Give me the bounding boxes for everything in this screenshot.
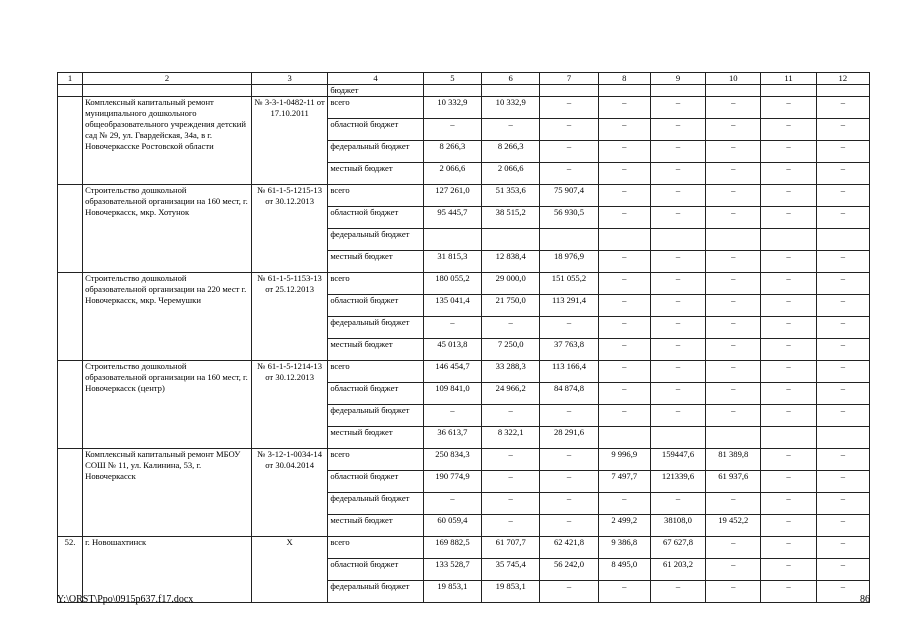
value-cell: – (423, 119, 481, 141)
value-cell: 81 389,8 (706, 449, 761, 471)
value-cell: – (706, 537, 761, 559)
row-number (58, 273, 83, 361)
object-name: Комплексный капитальный ремонт муниципального дошкольного общеобразовательного учреждения детский сад № 29, ул. Гвардейская, 34а, в г. Новочеркасске Ростовской области (83, 97, 252, 185)
value-cell: 21 750,0 (482, 295, 540, 317)
value-cell: 9 386,8 (598, 537, 650, 559)
value-cell: – (761, 251, 816, 273)
row-number (58, 185, 83, 273)
value-cell: 84 874,8 (540, 383, 598, 405)
value-cell: – (650, 361, 705, 383)
value-cell: 8 266,3 (423, 141, 481, 163)
value-cell: – (598, 119, 650, 141)
value-cell: – (482, 515, 540, 537)
value-cell: 250 834,3 (423, 449, 481, 471)
value-cell: – (650, 207, 705, 229)
value-cell: 180 055,2 (423, 273, 481, 295)
source-cell: местный бюджет (328, 515, 423, 537)
value-cell: 45 013,8 (423, 339, 481, 361)
value-cell: 36 613,7 (423, 427, 481, 449)
value-cell: 121339,6 (650, 471, 705, 493)
header-cell: 10 (706, 73, 761, 85)
value-cell: – (482, 493, 540, 515)
value-cell (650, 229, 705, 251)
value-cell: – (706, 383, 761, 405)
value-cell: 10 332,9 (482, 97, 540, 119)
value-cell: – (706, 317, 761, 339)
value-cell: 146 454,7 (423, 361, 481, 383)
source-cell: федеральный бюджет (328, 493, 423, 515)
value-cell: – (816, 163, 869, 185)
value-cell: – (598, 405, 650, 427)
header-cell: 1 (58, 73, 83, 85)
value-cell: – (761, 449, 816, 471)
value-cell (540, 229, 598, 251)
source-cell: местный бюджет (328, 427, 423, 449)
value-cell: 2 066,6 (423, 163, 481, 185)
source-cell: федеральный бюджет (328, 229, 423, 251)
value-cell: 151 055,2 (540, 273, 598, 295)
value-cell: 28 291,6 (540, 427, 598, 449)
value-cell: – (706, 405, 761, 427)
table-body (58, 73, 870, 603)
value-cell (598, 427, 650, 449)
value-cell: 38 515,2 (482, 207, 540, 229)
source-cell: местный бюджет (328, 163, 423, 185)
value-cell: – (816, 251, 869, 273)
table-row (58, 273, 870, 295)
value-cell: – (650, 273, 705, 295)
source-cell: федеральный бюджет (328, 581, 423, 603)
source-cell: областной бюджет (328, 295, 423, 317)
value-cell: – (540, 97, 598, 119)
value-cell: – (598, 207, 650, 229)
doc-number: Х (251, 537, 327, 603)
value-cell: – (706, 119, 761, 141)
value-cell: – (761, 361, 816, 383)
value-cell: – (650, 141, 705, 163)
value-cell: – (650, 163, 705, 185)
value-cell: – (761, 185, 816, 207)
value-cell: 19 853,1 (423, 581, 481, 603)
value-cell: – (706, 339, 761, 361)
header-cell: 6 (482, 73, 540, 85)
value-cell: 159447,6 (650, 449, 705, 471)
value-cell: 38108,0 (650, 515, 705, 537)
value-cell (816, 427, 869, 449)
value-cell: – (761, 559, 816, 581)
value-cell: – (650, 581, 705, 603)
value-cell: 109 841,0 (423, 383, 481, 405)
value-cell: – (598, 141, 650, 163)
header-cell: 7 (540, 73, 598, 85)
value-cell: – (761, 581, 816, 603)
value-cell: – (540, 163, 598, 185)
value-cell: – (598, 317, 650, 339)
source-cell: федеральный бюджет (328, 141, 423, 163)
object-name: Строительство дошкольной образовательной организации на 160 мест, г. Новочеркасск, мкр. Хотунок (83, 185, 252, 273)
value-cell: 24 966,2 (482, 383, 540, 405)
value-cell: – (816, 273, 869, 295)
source-cell: всего (328, 537, 423, 559)
table-row (58, 185, 870, 207)
file-path: Y:\ORST\Ppo\0915p637.f17.docx (57, 594, 194, 605)
value-cell: 8 266,3 (482, 141, 540, 163)
value-cell: – (650, 317, 705, 339)
value-cell: 19 853,1 (482, 581, 540, 603)
value-cell: – (816, 559, 869, 581)
value-cell: – (482, 317, 540, 339)
doc-number: № 3-12-1-0034-14 от 30.04.2014 (251, 449, 327, 537)
value-cell: – (598, 361, 650, 383)
value-cell (598, 229, 650, 251)
table-row (58, 97, 870, 119)
value-cell: – (482, 471, 540, 493)
value-cell: – (540, 581, 598, 603)
value-cell: 29 000,0 (482, 273, 540, 295)
value-cell: – (816, 537, 869, 559)
value-cell: – (761, 339, 816, 361)
source-cell: местный бюджет (328, 251, 423, 273)
value-cell: – (761, 119, 816, 141)
value-cell: – (761, 207, 816, 229)
table-row (58, 361, 870, 383)
header-cell: 8 (598, 73, 650, 85)
row-number (58, 361, 83, 449)
value-cell: – (650, 185, 705, 207)
value-cell: – (816, 141, 869, 163)
header-row (58, 73, 870, 85)
value-cell: – (423, 317, 481, 339)
continuation-row (58, 85, 870, 97)
value-cell: – (540, 405, 598, 427)
value-cell: – (816, 185, 869, 207)
value-cell: – (761, 295, 816, 317)
header-cell: 2 (83, 73, 252, 85)
value-cell: – (650, 383, 705, 405)
value-cell: – (761, 515, 816, 537)
value-cell: 8 495,0 (598, 559, 650, 581)
value-cell: 33 288,3 (482, 361, 540, 383)
value-cell: 113 166,4 (540, 361, 598, 383)
value-cell: – (598, 493, 650, 515)
value-cell: – (761, 471, 816, 493)
value-cell (706, 229, 761, 251)
value-cell: 67 627,8 (650, 537, 705, 559)
value-cell: – (816, 317, 869, 339)
page-number: 86 (860, 594, 870, 605)
source-cell: федеральный бюджет (328, 317, 423, 339)
object-name: Строительство дошкольной образовательной организации на 160 мест, г. Новочеркасск (центр) (83, 361, 252, 449)
source-cell: всего (328, 361, 423, 383)
doc-number: № 61-1-5-1214-13 от 30.12.2013 (251, 361, 327, 449)
value-cell: – (761, 163, 816, 185)
value-cell: 190 774,9 (423, 471, 481, 493)
value-cell: 19 452,2 (706, 515, 761, 537)
value-cell: 35 745,4 (482, 559, 540, 581)
value-cell: – (650, 405, 705, 427)
value-cell: 18 976,9 (540, 251, 598, 273)
doc-number: № 61-1-5-1153-13 от 25.12.2013 (251, 273, 327, 361)
value-cell: – (598, 581, 650, 603)
value-cell: 37 763,8 (540, 339, 598, 361)
value-cell: 169 882,5 (423, 537, 481, 559)
doc-number: № 61-1-5-1215-13 от 30.12.2013 (251, 185, 327, 273)
row-number (58, 97, 83, 185)
value-cell: – (816, 295, 869, 317)
value-cell (761, 229, 816, 251)
object-name: Комплексный капитальный ремонт МБОУ СОШ № 11, ул. Калинина, 53, г. Новочеркасск (83, 449, 252, 537)
value-cell: – (650, 119, 705, 141)
value-cell: – (598, 295, 650, 317)
value-cell: – (540, 141, 598, 163)
value-cell: – (706, 581, 761, 603)
value-cell (482, 229, 540, 251)
value-cell: – (761, 273, 816, 295)
source-cell: федеральный бюджет (328, 405, 423, 427)
value-cell: – (816, 493, 869, 515)
header-cell: 5 (423, 73, 481, 85)
value-cell: 60 059,4 (423, 515, 481, 537)
value-cell: – (706, 207, 761, 229)
value-cell: – (706, 273, 761, 295)
row-number: 52. (58, 537, 83, 603)
value-cell: – (816, 449, 869, 471)
value-cell: – (423, 493, 481, 515)
table-row (58, 537, 870, 559)
value-cell: – (816, 383, 869, 405)
value-cell: – (540, 471, 598, 493)
header-cell: 3 (251, 73, 327, 85)
value-cell: – (598, 251, 650, 273)
value-cell: – (816, 97, 869, 119)
value-cell: – (598, 339, 650, 361)
value-cell: 75 907,4 (540, 185, 598, 207)
value-cell: – (706, 251, 761, 273)
value-cell: – (482, 405, 540, 427)
value-cell: 62 421,8 (540, 537, 598, 559)
value-cell: 61 707,7 (482, 537, 540, 559)
value-cell: – (540, 493, 598, 515)
value-cell: – (816, 119, 869, 141)
value-cell: 7 250,0 (482, 339, 540, 361)
value-cell: – (816, 405, 869, 427)
value-cell: – (650, 339, 705, 361)
value-cell: 51 353,6 (482, 185, 540, 207)
value-cell: – (482, 449, 540, 471)
doc-number: № 3-3-1-0482-11 от 17.10.2011 (251, 97, 327, 185)
value-cell: 113 291,4 (540, 295, 598, 317)
value-cell: – (650, 295, 705, 317)
value-cell: – (540, 119, 598, 141)
value-cell: – (706, 97, 761, 119)
value-cell: – (816, 361, 869, 383)
value-cell: 12 838,4 (482, 251, 540, 273)
header-cell: 11 (761, 73, 816, 85)
object-name: Строительство дошкольной образовательной организации на 220 мест г. Новочеркасск, мкр. Черемушки (83, 273, 252, 361)
budget-table (57, 72, 870, 603)
value-cell: – (816, 515, 869, 537)
table-row (58, 449, 870, 471)
value-cell: 2 499,2 (598, 515, 650, 537)
value-cell: – (761, 405, 816, 427)
value-cell (816, 229, 869, 251)
source-cell: областной бюджет (328, 383, 423, 405)
value-cell (650, 427, 705, 449)
value-cell: – (540, 317, 598, 339)
source-cell: областной бюджет (328, 559, 423, 581)
source-cell: всего (328, 185, 423, 207)
value-cell: – (706, 295, 761, 317)
value-cell: – (816, 207, 869, 229)
value-cell: – (650, 97, 705, 119)
value-cell: – (598, 383, 650, 405)
value-cell: – (540, 449, 598, 471)
source-cell: местный бюджет (328, 339, 423, 361)
value-cell (423, 229, 481, 251)
object-name: г. Новошахтинск (83, 537, 252, 603)
value-cell: – (423, 405, 481, 427)
value-cell: – (706, 361, 761, 383)
value-cell: – (761, 97, 816, 119)
value-cell: – (816, 471, 869, 493)
value-cell: – (761, 537, 816, 559)
value-cell (761, 427, 816, 449)
value-cell: – (761, 383, 816, 405)
value-cell: 61 203,2 (650, 559, 705, 581)
value-cell: – (706, 493, 761, 515)
value-cell: 8 322,1 (482, 427, 540, 449)
header-cell: 12 (816, 73, 869, 85)
header-cell: 9 (650, 73, 705, 85)
value-cell: 10 332,9 (423, 97, 481, 119)
value-cell: 7 497,7 (598, 471, 650, 493)
value-cell: 61 937,6 (706, 471, 761, 493)
value-cell: – (598, 185, 650, 207)
value-cell: – (598, 97, 650, 119)
value-cell: 135 041,4 (423, 295, 481, 317)
source-cell: всего (328, 273, 423, 295)
value-cell: – (706, 163, 761, 185)
value-cell: 127 261,0 (423, 185, 481, 207)
value-cell: – (706, 185, 761, 207)
header-cell: 4 (328, 73, 423, 85)
value-cell: – (761, 493, 816, 515)
value-cell: 95 445,7 (423, 207, 481, 229)
value-cell (706, 427, 761, 449)
value-cell: – (706, 141, 761, 163)
source-cell: всего (328, 97, 423, 119)
value-cell: – (540, 515, 598, 537)
value-cell: – (598, 273, 650, 295)
value-cell: – (650, 251, 705, 273)
value-cell: 2 066,6 (482, 163, 540, 185)
value-cell: – (650, 493, 705, 515)
value-cell: 133 528,7 (423, 559, 481, 581)
value-cell: – (816, 581, 869, 603)
value-cell: 31 815,3 (423, 251, 481, 273)
value-cell: – (482, 119, 540, 141)
value-cell: – (706, 559, 761, 581)
value-cell: 9 996,9 (598, 449, 650, 471)
source-cell: областной бюджет (328, 119, 423, 141)
value-cell: – (816, 339, 869, 361)
value-cell: – (598, 163, 650, 185)
source-cell: бюджет (328, 85, 423, 97)
source-cell: областной бюджет (328, 207, 423, 229)
source-cell: всего (328, 449, 423, 471)
source-cell: областной бюджет (328, 471, 423, 493)
value-cell: – (761, 141, 816, 163)
row-number (58, 449, 83, 537)
value-cell: 56 242,0 (540, 559, 598, 581)
value-cell: – (761, 317, 816, 339)
value-cell: 56 930,5 (540, 207, 598, 229)
